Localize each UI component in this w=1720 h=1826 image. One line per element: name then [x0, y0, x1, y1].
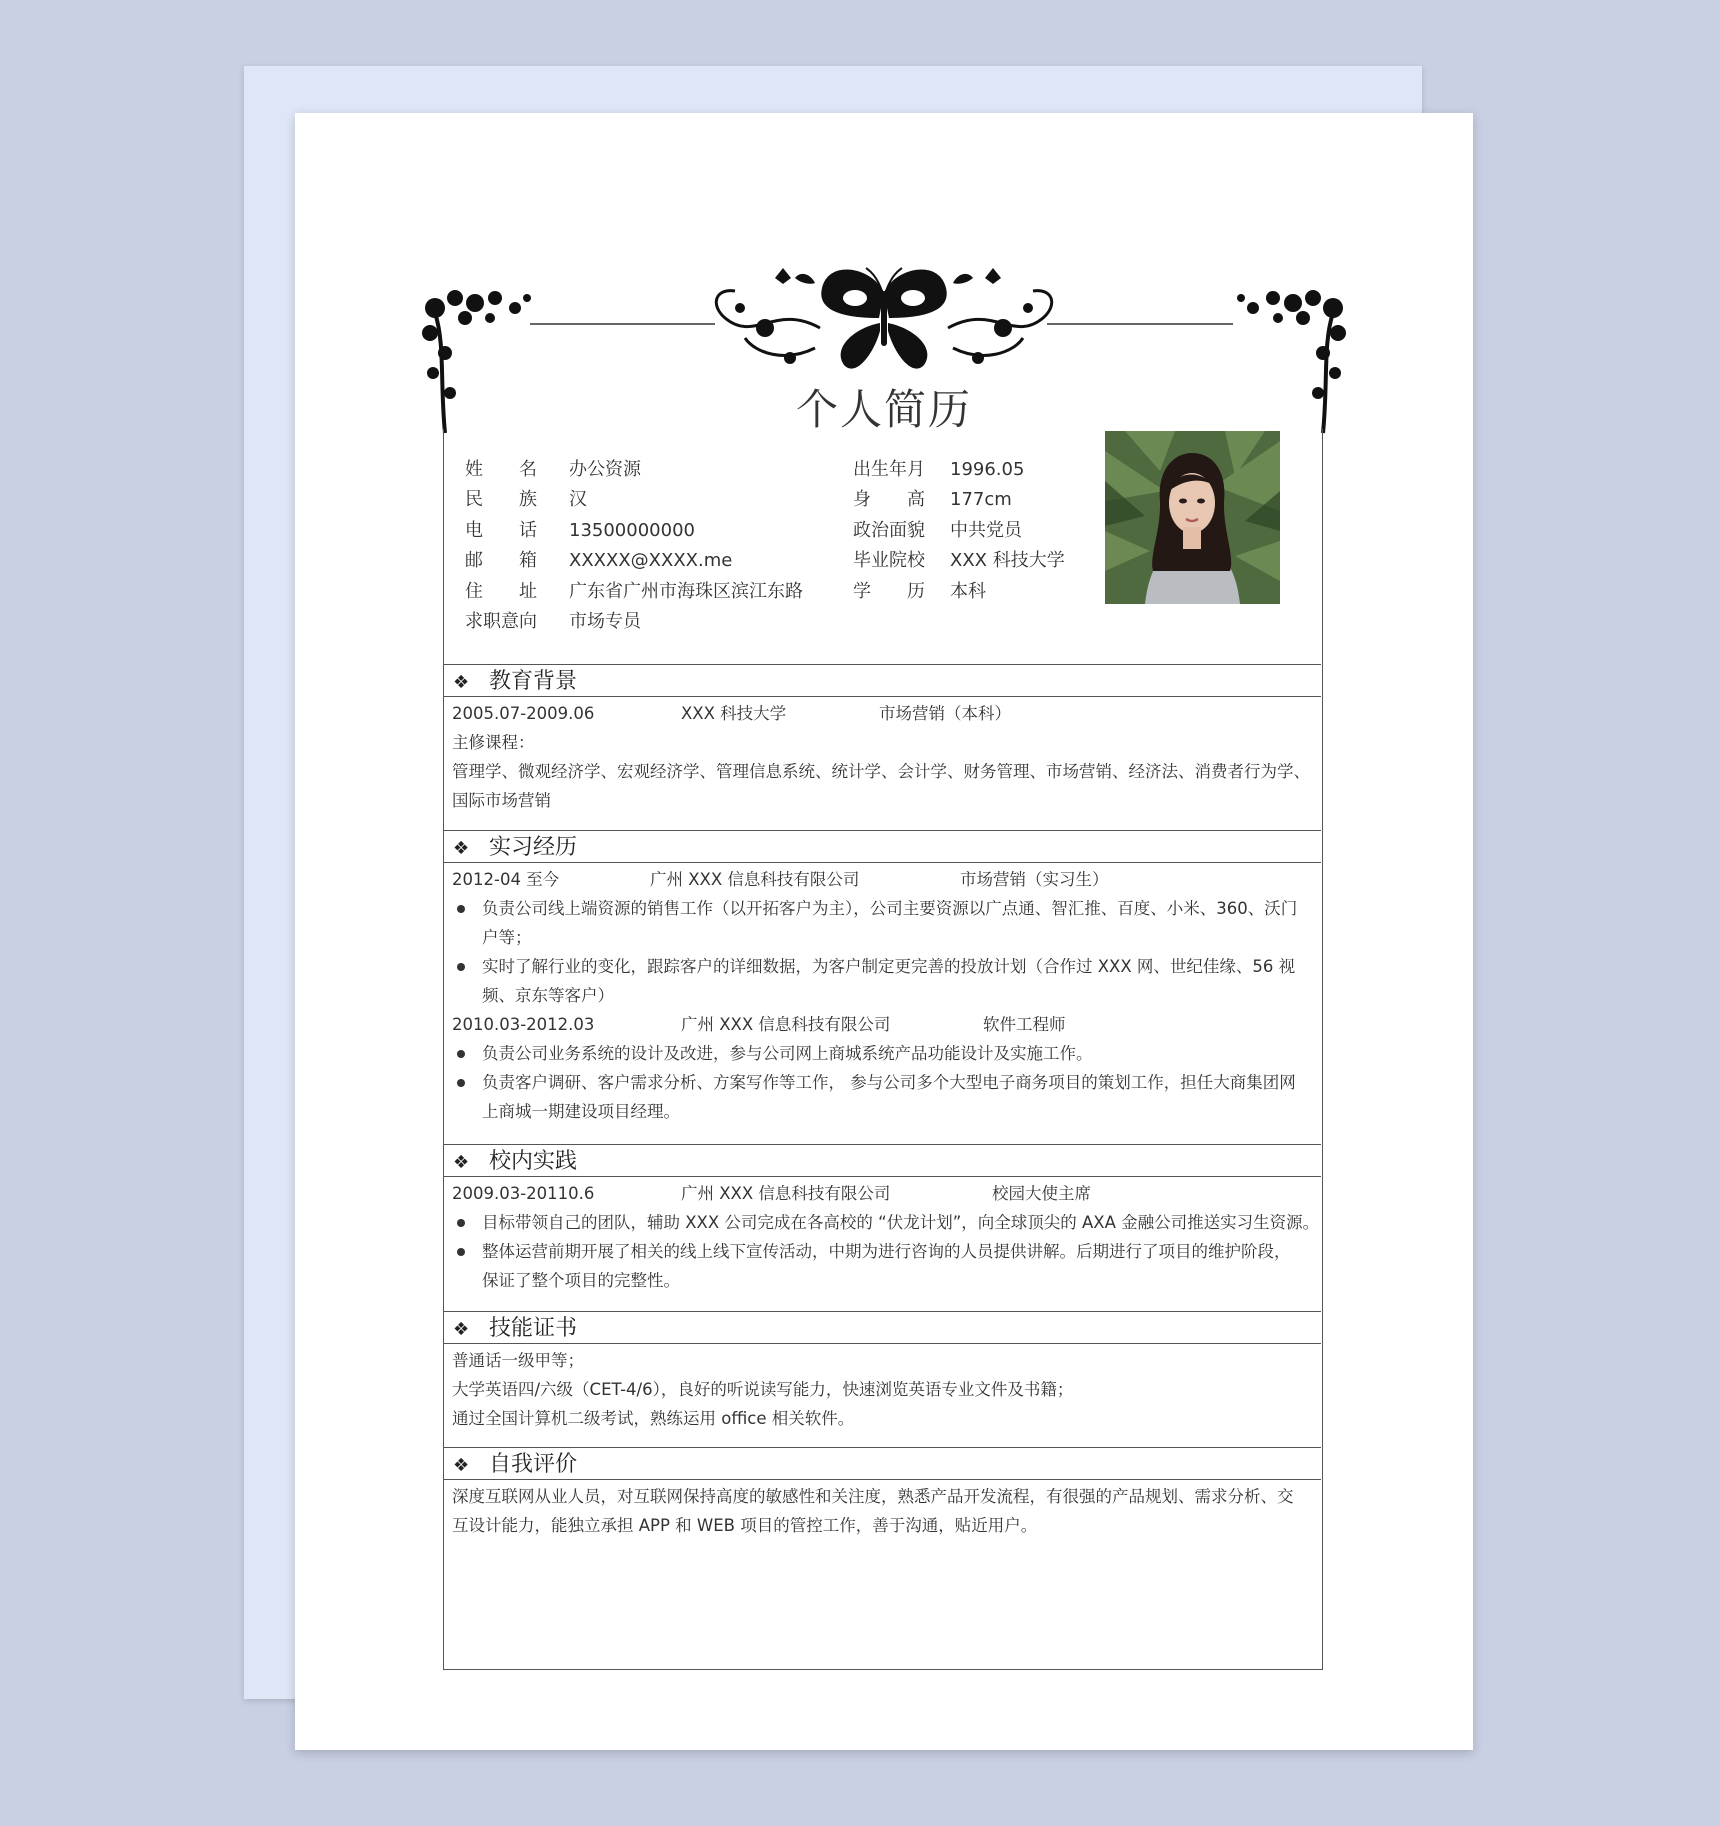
- section-header-internship: ❖ 实习经历: [443, 830, 1321, 863]
- diamond-icon: ❖: [453, 1319, 470, 1340]
- section-campus: [452, 1179, 1320, 1295]
- section-education: [452, 699, 1314, 815]
- list-item: 目标带领自己的团队，辅助 XXX 公司完成在各高校的 “伏龙计划”，向全球顶尖的 AXA 金融公司推送实习生资源。: [452, 1208, 1314, 1237]
- courses-text: 管理学、微观经济学、宏观经济学、管理信息系统、统计学、会计学、财务管理、市场营销、经济法、消费者行为学、: [452, 762, 1310, 781]
- list-item: 负责公司线上端资源的销售工作（以开拓客户为主），公司主要资源以广点通、智汇推、百度、小米、360、沃门 户等；: [452, 894, 1314, 952]
- list-item: 整体运营前期开展了相关的线上线下宣传活动，中期为进行咨询的人员提供讲解。后期进行了项目的维护阶段， 保证了整个项目的完整性。: [452, 1237, 1314, 1295]
- list-item: 负责公司业务系统的设计及改进，参与公司网上商城系统产品功能设计及实施工作。: [452, 1039, 1314, 1068]
- section-skills: [452, 1346, 1314, 1433]
- section-self-eval: [452, 1482, 1314, 1540]
- section-internship: [452, 865, 1314, 1126]
- diamond-icon: ❖: [453, 838, 470, 859]
- info-row: 民 族 汉: [465, 489, 587, 511]
- page-title: 个人简历: [795, 385, 972, 434]
- section-header-campus: ❖ 校内实践: [443, 1144, 1321, 1177]
- section-header-self-eval: ❖ 自我评价: [443, 1447, 1321, 1480]
- education-row: 2005.07-2009.06 XXX 科技大学 市场营销（本科）: [452, 704, 1011, 723]
- section-header-skills: ❖ 技能证书: [443, 1311, 1321, 1344]
- job-row: 2012-04 至今 广州 XXX 信息科技有限公司 市场营销（实习生）: [452, 870, 1109, 889]
- campus-row: 2009.03-20110.6 广州 XXX 信息科技有限公司 校园大使主席: [452, 1184, 1091, 1203]
- skill-line: 通过全国计算机二级考试，熟练运用 office 相关软件。: [452, 1409, 855, 1428]
- info-row: 身 高 177cm: [853, 489, 1012, 511]
- diamond-icon: ❖: [453, 1152, 470, 1173]
- section-header-education: ❖ 教育背景: [443, 664, 1321, 697]
- courses-text: 国际市场营销: [452, 791, 551, 810]
- job-row: 2010.03-2012.03 广州 XXX 信息科技有限公司 软件工程师: [452, 1015, 1066, 1034]
- info-row: 住 址 广东省广州市海珠区滨江东路: [465, 580, 803, 602]
- info-row: 求职意向 市场专员: [465, 610, 641, 632]
- resume-page: [295, 113, 1473, 1750]
- self-eval-line: 互设计能力，能独立承担 APP 和 WEB 项目的管控工作，善于沟通，贴近用户。: [452, 1516, 1038, 1535]
- info-row: 毕业院校 XXX 科技大学: [853, 550, 1065, 572]
- list-item: 实时了解行业的变化，跟踪客户的详细数据，为客户制定更完善的投放计划（合作过 XXX 网、世纪佳缘、56 视 频、京东等客户）: [452, 952, 1314, 1010]
- self-eval-line: 深度互联网从业人员，对互联网保持高度的敏感性和关注度，熟悉产品开发流程，有很强的产品规划、需求分析、交: [452, 1487, 1294, 1506]
- diamond-icon: ❖: [453, 1455, 470, 1476]
- skill-line: 普通话一级甲等；: [452, 1351, 584, 1370]
- info-row: 政治面貌 中共党员: [853, 519, 1022, 541]
- list-item: 负责客户调研、客户需求分析、方案写作等工作， 参与公司多个大型电子商务项目的策划工作，担任大商集团网 上商城一期建设项目经理。: [452, 1068, 1314, 1126]
- info-row: 邮 箱 XXXXX@XXXX.me: [465, 550, 733, 572]
- info-row: 姓 名 办公资源: [465, 459, 641, 480]
- portrait-photo: [1105, 431, 1280, 604]
- info-row: 出生年月 1996.05: [853, 459, 1025, 480]
- personal-info-left: [465, 455, 803, 637]
- info-row: 学 历 本科: [853, 580, 986, 602]
- personal-info-right: [853, 455, 1065, 607]
- diamond-icon: ❖: [453, 672, 470, 693]
- info-row: 电 话 13500000000: [465, 519, 695, 541]
- skill-line: 大学英语四/六级（CET-4/6），良好的听说读写能力，快速浏览英语专业文件及书籍；: [452, 1380, 1074, 1399]
- courses-label: 主修课程：: [452, 733, 535, 752]
